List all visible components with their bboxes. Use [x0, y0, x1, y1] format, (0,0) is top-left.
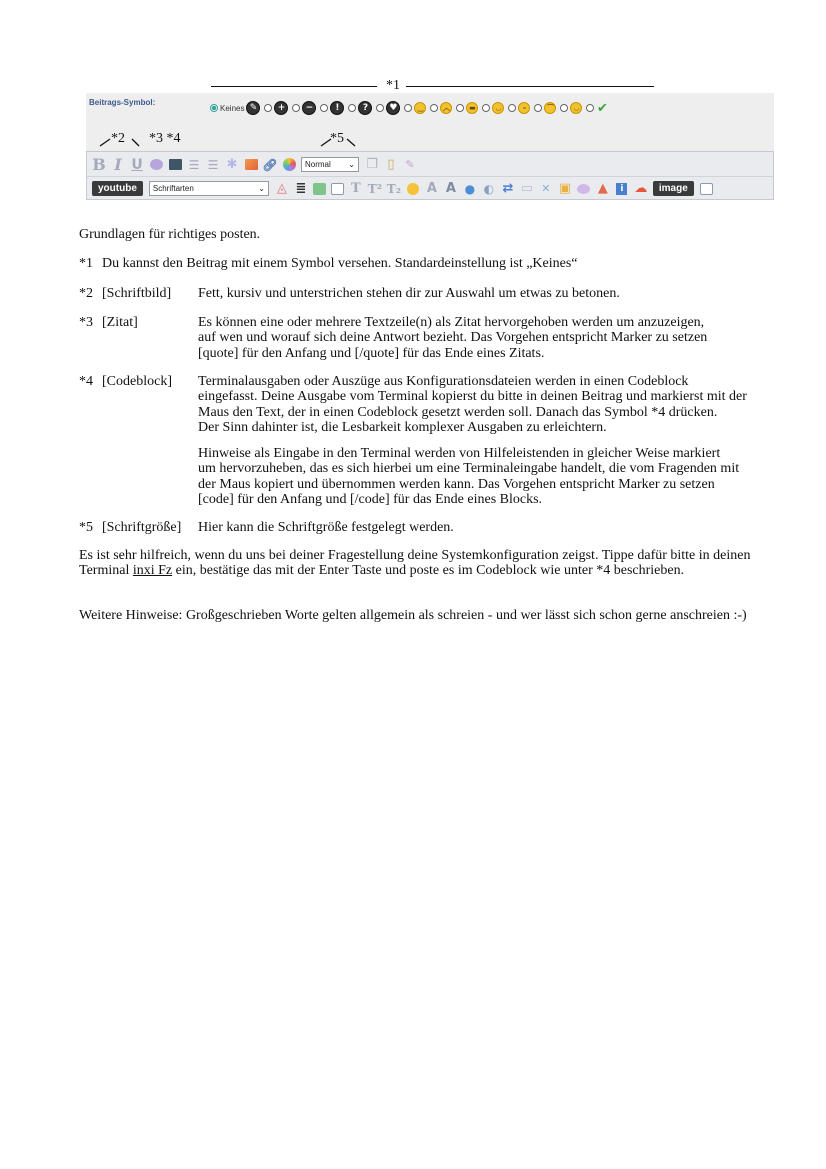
item-5-tag: [Schriftgröße]	[102, 520, 182, 535]
heart-icon[interactable]: ♥	[386, 101, 400, 115]
item-1-text: Du kannst den Beitrag mit einem Symbol versehen. Standardeinstellung ist „Keines“	[102, 256, 578, 271]
item-4-line: der Maus kopiert und übernommen werden kann. Das Vorgehen entspricht Marker zu setzen	[198, 476, 715, 492]
toolbar-row-2	[92, 181, 718, 196]
font-small-icon[interactable]: A	[445, 181, 456, 196]
radio-sad[interactable]	[534, 104, 542, 112]
item-3-description	[198, 315, 758, 361]
item-3-line: auf wen und worauf sich deine Antwort bezieht. Das Vorgehen entspricht Marker zu setzen	[198, 330, 708, 346]
align-center-icon[interactable]: ≣	[295, 181, 307, 196]
config-line-1: Es ist sehr hilfreich, wenn du uns bei deiner Fragestellung deine Systemkonfiguration zeigst. Tippe dafür bitte in deinen	[79, 548, 751, 563]
quote-icon[interactable]	[149, 158, 163, 172]
intro-text: Grundlagen für richtiges posten.	[79, 227, 261, 242]
item-2-line: Fett, kursiv und unterstrichen stehen dir zur Auswahl um etwas zu betonen.	[198, 286, 620, 301]
table-icon[interactable]	[313, 183, 326, 195]
marker-1: *1	[386, 78, 400, 93]
marker-arrows	[90, 128, 370, 152]
angry-face-icon[interactable]: ︿	[440, 102, 452, 114]
radio-wink[interactable]	[560, 104, 568, 112]
item-4-line: um hervorzuheben, das es sich hierbei um eine Terminaleingabe handelt, die vom Fragenden mit	[198, 461, 740, 477]
item-4-number: *4	[79, 374, 93, 389]
swap-icon[interactable]: ⇄	[502, 181, 514, 196]
paste-icon[interactable]: ▯	[387, 157, 395, 172]
youtube-button[interactable]: youtube	[92, 181, 143, 196]
item-4-line: Der Sinn dahinter ist, die Lesbarkeit komplexer Ausgaben zu erleichtern.	[198, 419, 607, 435]
item-5-description	[198, 520, 758, 535]
marker-2-tick-right	[132, 139, 139, 146]
marker-5: *5	[330, 131, 344, 146]
image-icon[interactable]	[244, 158, 258, 172]
radio-heart[interactable]	[376, 104, 384, 112]
hide-icon[interactable]: ✕	[541, 182, 551, 195]
drop-icon[interactable]: ●	[464, 181, 476, 196]
config-line-2	[79, 563, 759, 578]
item-5-line: Hier kann die Schriftgröße festgelegt werden.	[198, 520, 454, 535]
document-icon[interactable]: ▭	[520, 181, 534, 196]
drop-outline-icon[interactable]: ◐	[483, 181, 495, 196]
subscript-icon[interactable]: T₂	[386, 181, 401, 196]
neutral-face-icon[interactable]: –	[518, 102, 530, 114]
laugh-face-icon[interactable]: ◡	[492, 102, 504, 114]
radio-none-label: Keines	[220, 103, 245, 113]
config-line-2-end: ein, bestätige das mit der Enter Taste und poste es im Codeblock wie unter *4 beschrieben.	[172, 563, 685, 579]
superscript-icon[interactable]: T²	[367, 181, 382, 196]
grid-icon[interactable]	[700, 183, 713, 195]
item-4-line: eingefasst. Deine Ausgabe vom Terminal kopierst du bitte in deinen Beitrag und markierst mit der	[198, 389, 747, 405]
radio-check[interactable]	[586, 104, 594, 112]
cloud-icon[interactable]: ☁	[634, 181, 648, 196]
edit-icon[interactable]: ✎	[246, 101, 260, 115]
radio-laugh[interactable]	[482, 104, 490, 112]
radio-question[interactable]	[348, 104, 356, 112]
radio-none[interactable]	[210, 104, 218, 112]
marker-2: *2	[111, 131, 125, 146]
item-3-tag: [Zitat]	[102, 315, 138, 330]
question-icon[interactable]: ?	[358, 101, 372, 115]
font-family-value: Schriftarten	[152, 184, 194, 193]
radio-grin[interactable]	[456, 104, 464, 112]
font-large-icon[interactable]: A	[426, 181, 437, 196]
sad-face-icon[interactable]: ⌒	[544, 102, 556, 114]
toolbar-row-1	[92, 157, 422, 172]
image-button[interactable]: image	[653, 181, 694, 196]
window-icon[interactable]	[331, 183, 344, 195]
exclamation-icon[interactable]: !	[330, 101, 344, 115]
toolbar-divider	[86, 176, 774, 177]
font-family-select[interactable]	[149, 181, 269, 196]
code-icon[interactable]	[168, 158, 182, 172]
checkmark-icon[interactable]: ✔	[597, 100, 608, 116]
radio-neutral[interactable]	[508, 104, 516, 112]
marker-5-tick-right	[347, 139, 355, 146]
link-icon[interactable]: 🔗︎	[262, 157, 278, 172]
symbol-options	[206, 100, 608, 116]
config-line-2-start: Terminal	[79, 563, 133, 579]
item-4-line: [code] für den Anfang und [/code] für das Ende eines Blocks.	[198, 491, 543, 507]
minus-icon[interactable]: −	[302, 101, 316, 115]
item-3-line: Es können eine oder mehrere Textzeile(n) als Zitat hervorgehoben werden um anzuzeigen,	[198, 315, 705, 330]
highlight-icon[interactable]: ◬	[276, 181, 287, 196]
speech-bubble-icon[interactable]	[577, 182, 591, 196]
underline-icon[interactable]: U	[131, 156, 143, 173]
warning-icon[interactable]: ▲	[597, 181, 608, 196]
item-3-number: *3	[79, 315, 93, 330]
plus-icon[interactable]: +	[274, 101, 288, 115]
bold-icon[interactable]: B	[92, 155, 106, 174]
item-4-description-2	[198, 446, 758, 507]
smiley-icon[interactable]: ‿	[414, 102, 426, 114]
info-icon[interactable]: i	[615, 182, 629, 196]
strikethrough-icon[interactable]: T	[351, 181, 361, 196]
marker-2-tick-left	[100, 139, 110, 146]
radio-smiley[interactable]	[404, 104, 412, 112]
further-hints: Weitere Hinweise: Großgeschrieben Worte gelten allgemein als schreien - und wer lässt sich schon gerne anschreien :-)	[79, 608, 747, 623]
radio-exclamation[interactable]	[320, 104, 328, 112]
copy-icon[interactable]: ❐	[366, 157, 378, 172]
item-4-description	[198, 374, 758, 435]
symbol-label: Beitrags-Symbol:	[89, 98, 156, 107]
chevron-down-icon: ⌄	[348, 160, 355, 169]
grin-face-icon[interactable]: ▬	[466, 102, 478, 114]
italic-icon[interactable]: I	[114, 155, 122, 174]
wink-face-icon[interactable]: ◡	[570, 102, 582, 114]
marker-3-4: *3 *4	[149, 131, 181, 146]
item-2-tag: [Schriftbild]	[102, 286, 172, 301]
item-3-line: [quote] für den Anfang und [/quote] für das Ende eines Zitats.	[198, 345, 545, 361]
item-4-line: Maus den Text, der in einen Codeblock gesetzt werden soll. Danach das Symbol *4 drücken.	[198, 404, 718, 420]
marker-1-line-left	[211, 86, 377, 87]
font-size-value: Normal	[305, 160, 331, 169]
font-size-select[interactable]	[301, 157, 359, 172]
inxi-command: inxi Fz	[132, 563, 173, 579]
item-4-line: Terminalausgaben oder Auszüge aus Konfigurationsdateien werden in einen Codeblock	[198, 374, 689, 389]
item-4-line: Hinweise als Eingabe in den Terminal werden von Hilfeleistenden in gleicher Weise markiert	[198, 446, 721, 461]
spellcheck-icon[interactable]: ✎	[405, 158, 415, 171]
marker-1-line-right	[406, 86, 654, 87]
color-icon[interactable]	[282, 158, 296, 172]
sun-icon[interactable]	[406, 182, 420, 196]
item-4-tag: [Codeblock]	[102, 374, 172, 389]
unordered-list-icon[interactable]: ☰	[188, 157, 200, 172]
config-paragraph	[79, 548, 759, 579]
chevron-down-icon: ⌄	[258, 184, 265, 193]
radio-minus[interactable]	[292, 104, 300, 112]
item-5-number: *5	[79, 520, 93, 535]
item-1-number: *1	[79, 256, 93, 271]
radio-plus[interactable]	[264, 104, 272, 112]
list-item-icon[interactable]: ✱	[226, 157, 238, 172]
item-2-number: *2	[79, 286, 93, 301]
radio-angry[interactable]	[430, 104, 438, 112]
ordered-list-icon[interactable]: ☰	[207, 157, 219, 172]
item-2-description	[198, 286, 758, 301]
lock-icon[interactable]: ▣	[558, 181, 572, 196]
